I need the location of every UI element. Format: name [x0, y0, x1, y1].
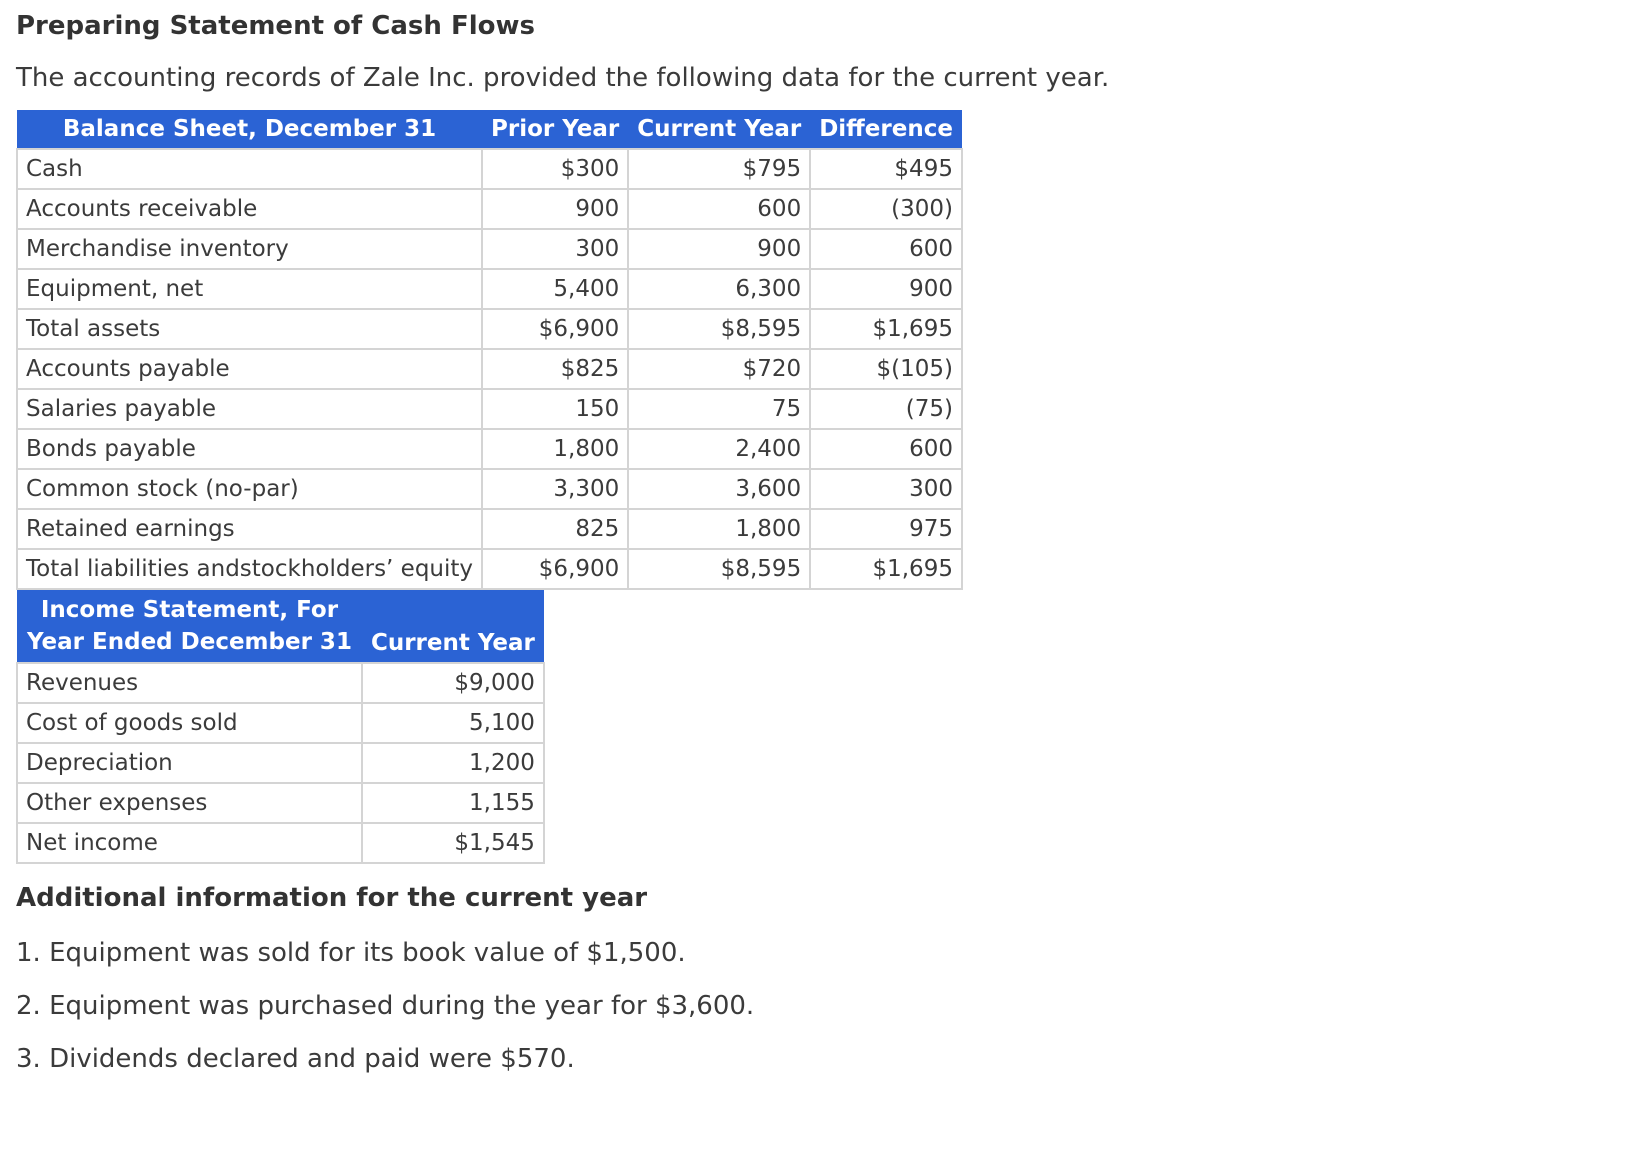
intro-text: The accounting records of Zale Inc. provided the following data for the current year.: [16, 63, 1110, 93]
difference-value: 600: [810, 229, 962, 269]
current-year-value: $720: [628, 349, 810, 389]
table-row: [17, 823, 544, 863]
prior-year-value: 150: [482, 389, 628, 429]
table-row: [17, 149, 962, 189]
balance-sheet-table: [16, 110, 963, 590]
prior-year-value: $825: [482, 349, 628, 389]
difference-value: 900: [810, 269, 962, 309]
prior-year-value: 1,800: [482, 429, 628, 469]
current-year-value: 3,600: [628, 469, 810, 509]
row-label: Net income: [17, 823, 362, 863]
table-row: [17, 429, 962, 469]
row-label: Retained earnings: [17, 509, 482, 549]
table-row: [17, 549, 962, 589]
balance-sheet-header-label: Balance Sheet, December 31: [17, 110, 482, 149]
row-label: Salaries payable: [17, 389, 482, 429]
difference-value: $(105): [810, 349, 962, 389]
row-label: Cost of goods sold: [17, 703, 362, 743]
row-label: Merchandise inventory: [17, 229, 482, 269]
row-label: Total assets: [17, 309, 482, 349]
difference-value: 300: [810, 469, 962, 509]
current-year-value: 1,155: [362, 783, 544, 823]
row-label: Bonds payable: [17, 429, 482, 469]
row-label: Total liabilities andstockholders’ equity: [17, 549, 482, 589]
table-row: [17, 703, 544, 743]
difference-header: Difference: [810, 110, 962, 149]
income-statement-header-line2: Year Ended December 31: [27, 629, 352, 655]
table-row: [17, 269, 962, 309]
current-year-value: 75: [628, 389, 810, 429]
list-item: 2. Equipment was purchased during the year for $3,600.: [16, 991, 755, 1021]
income-statement-header-line1: Income Statement, For: [40, 597, 339, 623]
current-year-value: $795: [628, 149, 810, 189]
row-label: Depreciation: [17, 743, 362, 783]
current-year-value: 2,400: [628, 429, 810, 469]
difference-value: $1,695: [810, 309, 962, 349]
prior-year-value: 825: [482, 509, 628, 549]
difference-value: $1,695: [810, 549, 962, 589]
current-year-value: 6,300: [628, 269, 810, 309]
table-row: [17, 389, 962, 429]
current-year-value: $9,000: [362, 663, 544, 703]
prior-year-value: 300: [482, 229, 628, 269]
table-row: [17, 309, 962, 349]
prior-year-value: $6,900: [482, 309, 628, 349]
additional-info-heading: Additional information for the current year: [16, 883, 648, 913]
prior-year-value: 5,400: [482, 269, 628, 309]
table-row: [17, 229, 962, 269]
table-row: [17, 663, 544, 703]
current-year-header: Current Year: [628, 110, 810, 149]
current-year-value: 5,100: [362, 703, 544, 743]
income-current-year-header: Current Year: [362, 590, 544, 663]
table-row: [17, 509, 962, 549]
list-item: 1. Equipment was sold for its book value of $1,500.: [16, 938, 686, 968]
current-year-value: 1,800: [628, 509, 810, 549]
prior-year-value: $300: [482, 149, 628, 189]
current-year-value: $8,595: [628, 309, 810, 349]
current-year-value: 900: [628, 229, 810, 269]
current-year-value: 1,200: [362, 743, 544, 783]
table-row: [17, 469, 962, 509]
difference-value: $495: [810, 149, 962, 189]
row-label: Revenues: [17, 663, 362, 703]
difference-value: 600: [810, 429, 962, 469]
row-label: Accounts receivable: [17, 189, 482, 229]
row-label: Cash: [17, 149, 482, 189]
page-title: Preparing Statement of Cash Flows: [16, 11, 535, 41]
row-label: Equipment, net: [17, 269, 482, 309]
current-year-value: $1,545: [362, 823, 544, 863]
current-year-value: $8,595: [628, 549, 810, 589]
prior-year-header: Prior Year: [482, 110, 628, 149]
table-row: [17, 743, 544, 783]
difference-value: (300): [810, 189, 962, 229]
table-row: [17, 189, 962, 229]
income-statement-header-label: [17, 590, 362, 663]
row-label: Other expenses: [17, 783, 362, 823]
prior-year-value: 3,300: [482, 469, 628, 509]
income-statement-header-row: [17, 590, 544, 663]
income-statement-body: [17, 663, 544, 863]
additional-info-list: [16, 935, 1642, 1077]
table-row: [17, 349, 962, 389]
difference-value: 975: [810, 509, 962, 549]
prior-year-value: 900: [482, 189, 628, 229]
table-row: [17, 783, 544, 823]
row-label: Accounts payable: [17, 349, 482, 389]
list-item: 3. Dividends declared and paid were $570.: [16, 1044, 575, 1074]
row-label: Common stock (no-par): [17, 469, 482, 509]
difference-value: (75): [810, 389, 962, 429]
prior-year-value: $6,900: [482, 549, 628, 589]
current-year-value: 600: [628, 189, 810, 229]
income-statement-table: [16, 590, 545, 864]
balance-sheet-body: [17, 149, 962, 589]
balance-sheet-header-row: [17, 110, 962, 149]
